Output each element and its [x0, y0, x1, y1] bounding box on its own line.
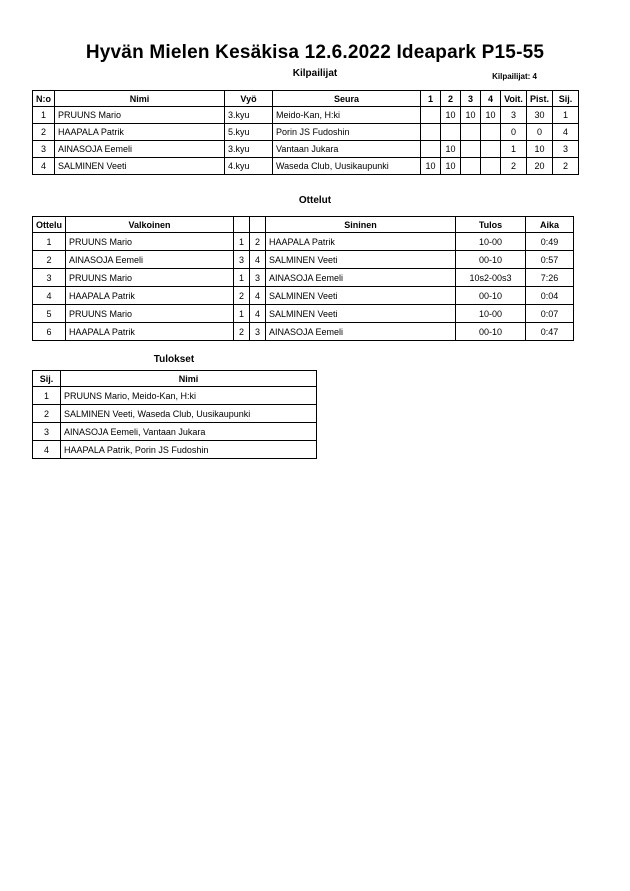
column-header-rank: Sij.: [33, 371, 61, 387]
cell-grade: 3.kyu: [225, 141, 273, 158]
matches-section-label: Ottelut: [298, 195, 332, 206]
cell-white: PRUUNS Mario: [66, 233, 234, 251]
cell-round-1: 10: [421, 158, 441, 175]
table-row: [33, 323, 574, 341]
cell-name: PRUUNS Mario, Meido-Kan, H:ki: [61, 387, 317, 405]
cell-rank: 1: [553, 107, 579, 124]
table-row: [33, 305, 574, 323]
table-row: [33, 405, 317, 423]
cell-blue-seed: 3: [250, 269, 266, 287]
cell-blue: HAAPALA Patrik: [266, 233, 456, 251]
cell-white: PRUUNS Mario: [66, 305, 234, 323]
column-header-result: Tulos: [456, 217, 526, 233]
cell-blue: SALMINEN Veeti: [266, 287, 456, 305]
cell-white: HAAPALA Patrik: [66, 323, 234, 341]
cell-result: 10s2-00s3: [456, 269, 526, 287]
cell-time: 0:07: [526, 305, 574, 323]
cell-time: 0:49: [526, 233, 574, 251]
table-row: [33, 124, 579, 141]
cell-round-4: 10: [481, 107, 501, 124]
column-header-rank: Sij.: [553, 91, 579, 107]
cell-rank: 2: [553, 158, 579, 175]
column-header-blue-seed: [250, 217, 266, 233]
table-row: [33, 141, 579, 158]
cell-white-seed: 1: [234, 305, 250, 323]
cell-result: 00-10: [456, 323, 526, 341]
cell-blue-seed: 2: [250, 233, 266, 251]
cell-blue: AINASOJA Eemeli: [266, 323, 456, 341]
cell-round-1: [421, 107, 441, 124]
column-header-no: N:o: [33, 91, 55, 107]
table-header-row: [33, 217, 574, 233]
cell-name: AINASOJA Eemeli: [55, 141, 225, 158]
column-header-round-4: 4: [481, 91, 501, 107]
cell-time: 0:57: [526, 251, 574, 269]
cell-white-seed: 1: [234, 269, 250, 287]
column-header-club: Seura: [273, 91, 421, 107]
cell-round-2: 10: [441, 141, 461, 158]
cell-time: 0:47: [526, 323, 574, 341]
competitors-table: [32, 90, 579, 175]
cell-name: PRUUNS Mario: [55, 107, 225, 124]
cell-rank: 3: [553, 141, 579, 158]
column-header-round-2: 2: [441, 91, 461, 107]
cell-time: 0:04: [526, 287, 574, 305]
cell-points: 0: [527, 124, 553, 141]
cell-blue-seed: 4: [250, 287, 266, 305]
cell-grade: 3.kyu: [225, 107, 273, 124]
cell-club: Porin JS Fudoshin: [273, 124, 421, 141]
cell-round-4: [481, 158, 501, 175]
table-row: [33, 251, 574, 269]
cell-rank: 1: [33, 387, 61, 405]
cell-result: 10-00: [456, 233, 526, 251]
cell-blue-seed: 3: [250, 323, 266, 341]
cell-wins: 1: [501, 141, 527, 158]
cell-no: 2: [33, 124, 55, 141]
column-header-grade: Vyö: [225, 91, 273, 107]
cell-rank: 4: [33, 441, 61, 459]
cell-round-3: [461, 158, 481, 175]
cell-blue: SALMINEN Veeti: [266, 305, 456, 323]
cell-white: HAAPALA Patrik: [66, 287, 234, 305]
cell-blue: AINASOJA Eemeli: [266, 269, 456, 287]
cell-match-no: 6: [33, 323, 66, 341]
cell-round-1: [421, 141, 441, 158]
cell-round-3: [461, 141, 481, 158]
cell-match-no: 1: [33, 233, 66, 251]
column-header-time: Aika: [526, 217, 574, 233]
cell-white-seed: 2: [234, 323, 250, 341]
competitors-count-label: Kilpailijat: 4: [492, 72, 537, 81]
cell-match-no: 3: [33, 269, 66, 287]
cell-club: Waseda Club, Uusikaupunki: [273, 158, 421, 175]
cell-no: 1: [33, 107, 55, 124]
cell-white: AINASOJA Eemeli: [66, 251, 234, 269]
cell-no: 4: [33, 158, 55, 175]
cell-round-2: 10: [441, 107, 461, 124]
cell-round-3: 10: [461, 107, 481, 124]
cell-round-2: 10: [441, 158, 461, 175]
cell-round-1: [421, 124, 441, 141]
cell-white: PRUUNS Mario: [66, 269, 234, 287]
table-header-row: [33, 91, 579, 107]
cell-match-no: 4: [33, 287, 66, 305]
results-table: [32, 370, 317, 459]
table-row: [33, 158, 579, 175]
cell-name: HAAPALA Patrik: [55, 124, 225, 141]
column-header-wins: Voit.: [501, 91, 527, 107]
cell-rank: 4: [553, 124, 579, 141]
column-header-white-seed: [234, 217, 250, 233]
column-header-match-no: Ottelu: [33, 217, 66, 233]
cell-result: 10-00: [456, 305, 526, 323]
cell-blue-seed: 4: [250, 305, 266, 323]
table-row: [33, 423, 317, 441]
cell-time: 7:26: [526, 269, 574, 287]
page-title: Hyvän Mielen Kesäkisa 12.6.2022 Ideapark P15-55: [85, 42, 545, 63]
column-header-points: Pist.: [527, 91, 553, 107]
column-header-round-3: 3: [461, 91, 481, 107]
cell-rank: 2: [33, 405, 61, 423]
matches-table: [32, 216, 574, 341]
cell-points: 30: [527, 107, 553, 124]
table-row: [33, 107, 579, 124]
cell-club: Meido-Kan, H:ki: [273, 107, 421, 124]
cell-grade: 4.kyu: [225, 158, 273, 175]
table-row: [33, 441, 317, 459]
column-header-blue: Sininen: [266, 217, 456, 233]
cell-match-no: 2: [33, 251, 66, 269]
table-row: [33, 387, 317, 405]
column-header-white: Valkoinen: [66, 217, 234, 233]
cell-name: SALMINEN Veeti, Waseda Club, Uusikaupunki: [61, 405, 317, 423]
table-row: [33, 233, 574, 251]
cell-blue: SALMINEN Veeti: [266, 251, 456, 269]
cell-name: HAAPALA Patrik, Porin JS Fudoshin: [61, 441, 317, 459]
cell-club: Vantaan Jukara: [273, 141, 421, 158]
column-header-name: Nimi: [61, 371, 317, 387]
results-section-label: Tulokset: [153, 354, 195, 365]
table-row: [33, 287, 574, 305]
cell-rank: 3: [33, 423, 61, 441]
cell-round-4: [481, 141, 501, 158]
cell-white-seed: 1: [234, 233, 250, 251]
cell-grade: 5.kyu: [225, 124, 273, 141]
table-row: [33, 269, 574, 287]
cell-name: AINASOJA Eemeli, Vantaan Jukara: [61, 423, 317, 441]
column-header-name: Nimi: [55, 91, 225, 107]
cell-round-2: [441, 124, 461, 141]
column-header-round-1: 1: [421, 91, 441, 107]
cell-round-3: [461, 124, 481, 141]
cell-blue-seed: 4: [250, 251, 266, 269]
table-header-row: [33, 371, 317, 387]
competitors-section-label: Kilpailijat: [292, 68, 338, 79]
cell-name: SALMINEN Veeti: [55, 158, 225, 175]
cell-white-seed: 3: [234, 251, 250, 269]
cell-result: 00-10: [456, 251, 526, 269]
cell-result: 00-10: [456, 287, 526, 305]
cell-match-no: 5: [33, 305, 66, 323]
cell-no: 3: [33, 141, 55, 158]
cell-wins: 3: [501, 107, 527, 124]
cell-points: 10: [527, 141, 553, 158]
cell-round-4: [481, 124, 501, 141]
cell-points: 20: [527, 158, 553, 175]
cell-wins: 2: [501, 158, 527, 175]
cell-wins: 0: [501, 124, 527, 141]
cell-white-seed: 2: [234, 287, 250, 305]
